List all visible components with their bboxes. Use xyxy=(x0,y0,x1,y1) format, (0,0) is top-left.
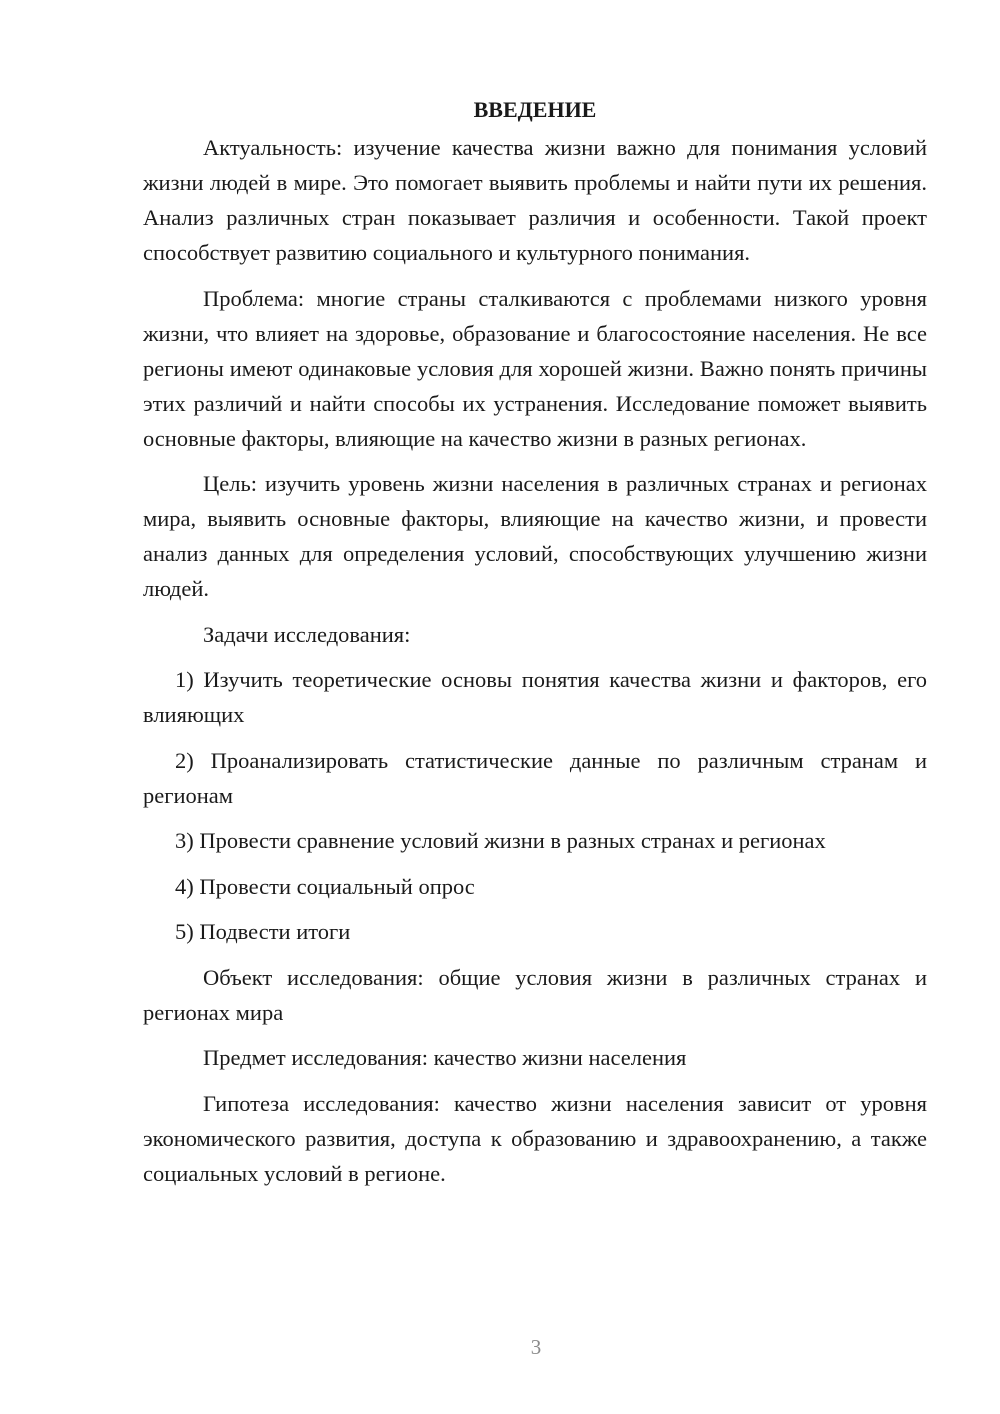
goal-paragraph: Цель: изучить уровень жизни населения в различных странах и регионах мира, выявить основные факторы, влияющие на качество жизни, и провести анализ данных для определения условий, способствующих улучшению жизни людей. xyxy=(143,471,927,601)
list-item: 4) Провести социальный опрос xyxy=(175,873,475,899)
page-title: ВВЕДЕНИЕ xyxy=(473,97,597,122)
list-item: 3) Провести сравнение условий жизни в разных странах и регионах xyxy=(175,828,826,853)
subject-paragraph: Предмет исследования: качество жизни населения xyxy=(203,1045,687,1070)
page-number: 3 xyxy=(530,1335,542,1359)
tasks-list xyxy=(143,662,927,949)
list-item: 5) Подвести итоги xyxy=(175,919,351,944)
hypothesis-paragraph: Гипотеза исследования: качество жизни населения зависит от уровня экономического развития, доступа к образованию и здравоохранению, а также социальных условий в регионе. xyxy=(143,1090,927,1186)
document-body xyxy=(143,92,927,1201)
object-paragraph: Объект исследования: общие условия жизни в различных странах и регионах мира xyxy=(143,964,927,1025)
problem-paragraph: Проблема: многие страны сталкиваются с проблемами низкого уровня жизни, что влияет на здоровье, образование и благосостояние населения. Не все регионы имеют одинаковые условия для хорошей жизни. Важно понять причины этих различий и найти способы их устранения. Исследование поможет выявить основные факторы, влияющие на качество жизни в разных регионах. xyxy=(143,285,927,451)
list-item: 2) Проанализировать статистические данные по различным странам и регионам xyxy=(143,747,927,808)
tasks-title: Задачи исследования: xyxy=(203,621,411,647)
relevance-paragraph: Актуальность: изучение качества жизни важно для понимания условий жизни людей в мире. Это помогает выявить проблемы и найти пути их решения. Анализ различных стран показывает различия и особенности. Такой проект способствует развитию социального и культурного понимания. xyxy=(143,135,927,265)
list-item: 1) Изучить теоретические основы понятия качества жизни и факторов, его влияющих xyxy=(143,667,927,727)
